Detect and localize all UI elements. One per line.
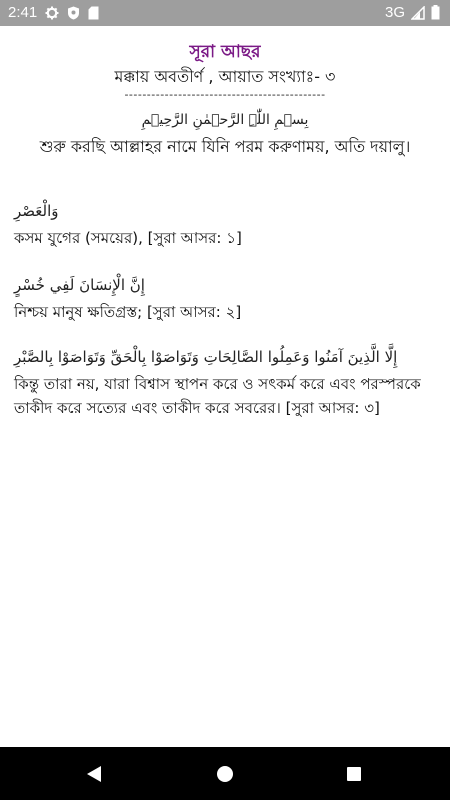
status-time: 2:41 [8,4,38,21]
shield-icon [67,6,80,20]
verse-arabic: إِلَّا الَّذِينَ آمَنُوا وَعَمِلُوا الصَّالِحَاتِ وَتَوَاصَوْا بِالْحَقِّ وَتَوَاصَوْا بِالصَّبْرِ [14,348,398,366]
recents-icon[interactable] [341,761,367,787]
status-bar [0,0,450,26]
signal-icon [411,6,425,20]
back-icon[interactable] [81,761,107,787]
status-right [385,4,440,21]
sd-card-icon [88,6,99,20]
verse-translation: নিশ্চয় মানুষ ক্ষতিগ্রস্ত; [সুরা আসর: ২] [14,303,242,321]
bismillah-arabic: بِسۡمِ اللّٰہِ الرَّحۡمٰنِ الرَّحِیۡمِ [141,112,309,128]
sura-content[interactable] [0,26,450,747]
sura-title: সূরা আছর [189,42,261,62]
verse-3 [14,346,436,420]
network-type: 3G [384,4,405,21]
verse-translation: কিন্তু তারা নয়, যারা বিশ্বাস স্থাপন করে ও সৎকর্ম করে এবং পরস্পরকে তাকীদ করে সত্যের এবং তাকীদ করে সবরের। [সুরা আসর: ৩] [14,375,421,417]
status-left [8,4,99,21]
home-icon[interactable] [212,761,238,787]
navigation-bar [0,747,450,800]
verse-arabic: وَالْعَصْرِ [14,202,59,220]
verse-2 [14,274,436,324]
divider: --------------------------------------------- [124,88,326,101]
verse-1 [14,200,436,250]
sura-meta: মক্কায় অবতীর্ণ , আয়াত সংখ্যাঃ- ৩ [114,67,336,86]
verse-translation: কসম যুগের (সময়ের), [সুরা আসর: ১] [14,229,242,247]
battery-icon [431,5,440,20]
verse-arabic: إِنَّ الْإِنسَانَ لَفِي خُسْرٍ [14,276,145,294]
gear-icon [45,6,59,20]
bismillah-translation: শুরু করছি আল্লাহর নামে যিনি পরম করুণাময়, অতি দয়ালু। [39,137,411,156]
